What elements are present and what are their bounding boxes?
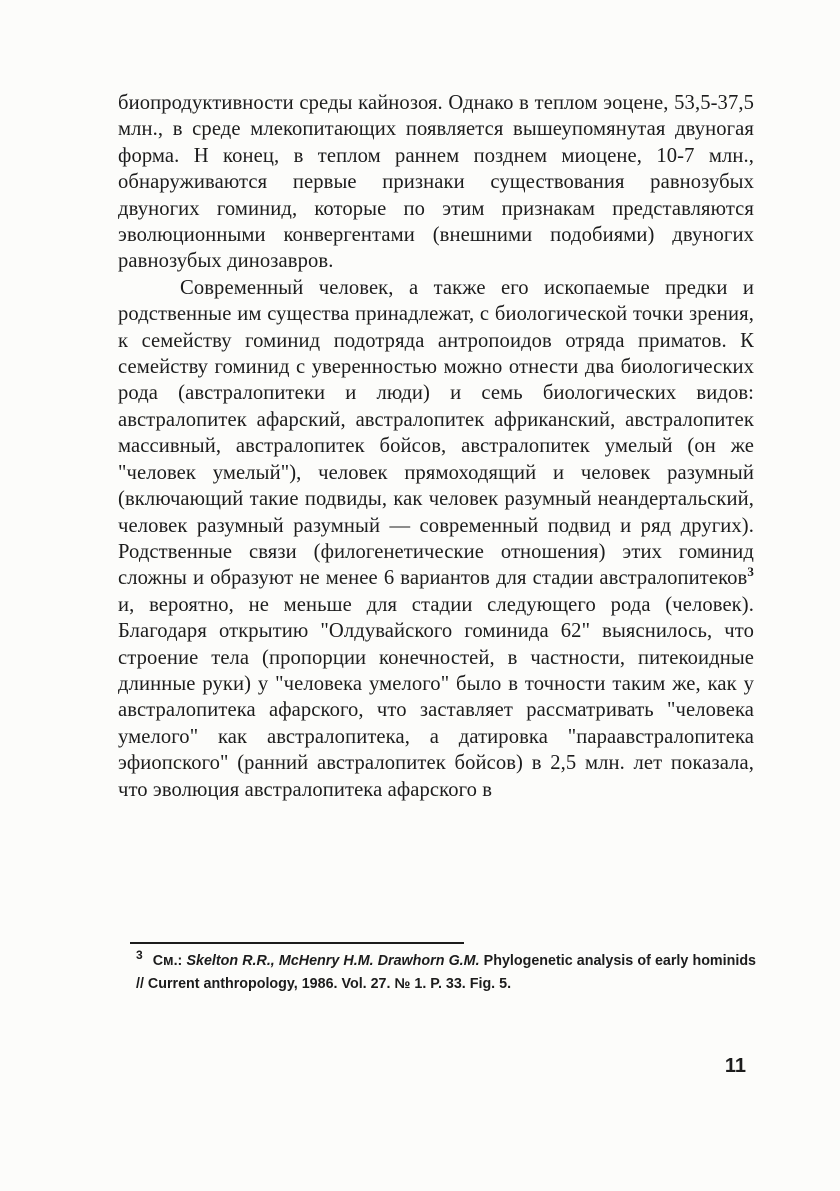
footnote-marker: 3 bbox=[136, 948, 143, 963]
paragraph bbox=[118, 275, 754, 803]
body-text bbox=[118, 90, 754, 803]
paragraph-text: биопродуктивности среды кайнозоя. Однако в теплом эоцене, 53,5-37,5 млн., в среде млекопитающих появляется вышеупомянутая двуногая форма. Н конец, в теплом раннем позднем миоцене, 10-7 млн., обнаруживаются первые признаки существования равнозубых двуногих гоминид, которые по этим признакам представляются эволюционными конвергентами (внешними подобиями) двуногих равнозубых динозавров. bbox=[118, 92, 754, 273]
footnote bbox=[136, 950, 756, 996]
footnote-citation: Phylogenetic analysis of early hominids // Current anthropology, 1986. Vol. 27. № 1. P. 33. Fig. 5. bbox=[136, 953, 757, 992]
footnote-prefix: См.: bbox=[152, 953, 187, 969]
paragraph bbox=[118, 90, 754, 275]
footnote-authors: Skelton R.R., McHenry H.M. Drawhorn G.M. bbox=[186, 953, 480, 969]
paragraph-text: и, вероятно, не меньше для стадии следующего рода (человек). Благодаря открытию "Олдувайского гоминида 62" выяснилось, что строение тела (пропорции конечностей, в частности, питекоидные длинные руки) у "человека умелого" было в точности таким же, как у австралопитека афарского, что заставляет рассматривать "человека умелого" как австралопитека, а датировка "параавстралопитека эфиопского" (ранний австралопитек бойсов) в 2,5 млн. лет показала, что эволюция австралопитека афарского в bbox=[118, 593, 754, 801]
paragraph-text: Современный человек, а также его ископаемые предки и родственные им существа принадлежат, с биологической точки зрения, к семейству гоминид подотряда антропоидов отряда приматов. К семейству гоминид с уверенностью можно отнести два биологических рода (австралопитеки и люди) и семь биологических видов: австралопитек афарский, австралопитек африканский, австралопитек массивный, австралопитек бойсов, австралопитек умелый (он же "человек умелый"), человек прямоходящий и человек разумный (включающий такие подвиды, как человек разумный неандертальский, человек разумный разумный — современный подвид и ряд других). Родственные связи (филогенетические отношения) этих гоминид сложны и образуют не менее 6 вариантов для стадии австралопитеков bbox=[118, 276, 754, 590]
page-number: 11 bbox=[724, 1055, 746, 1077]
footnote-divider bbox=[130, 942, 464, 944]
footnote-reference[interactable]: 3 bbox=[747, 564, 754, 580]
